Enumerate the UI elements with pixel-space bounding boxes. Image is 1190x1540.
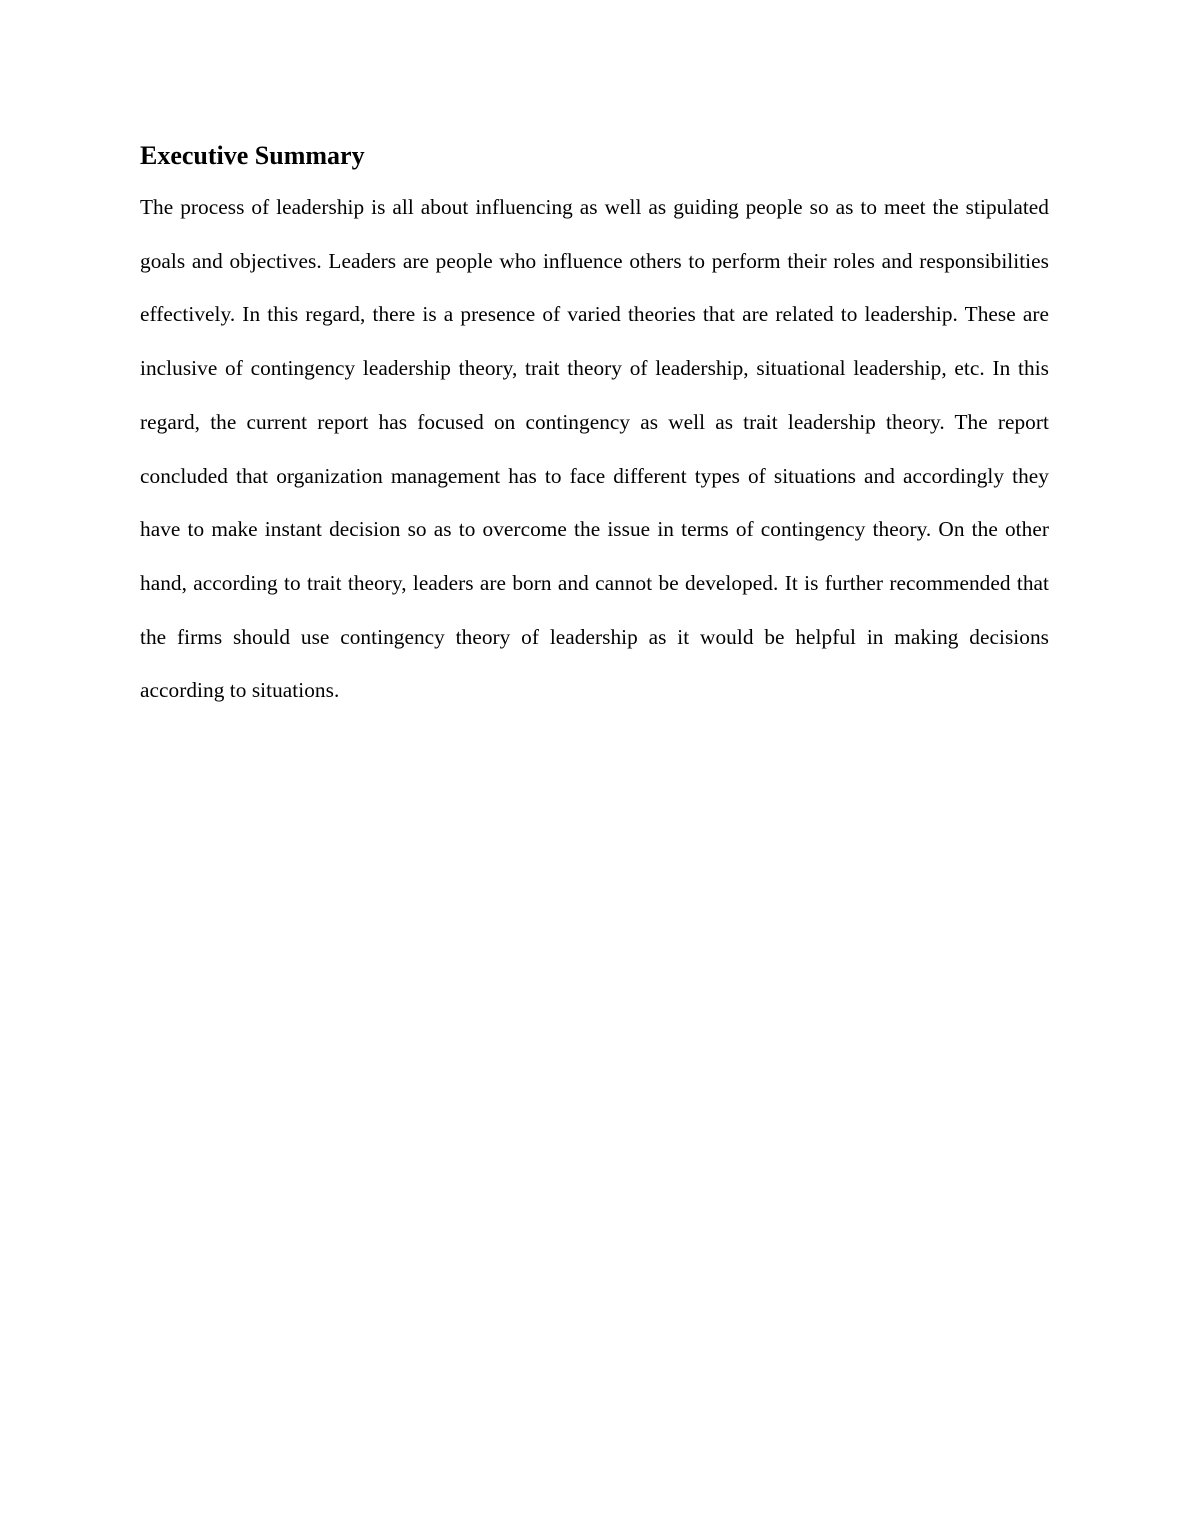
page-content	[140, 138, 1049, 718]
summary-paragraph: The process of leadership is all about influencing as well as guiding people so as to meet the stipulated goals and objectives. Leaders are people who influence others to perform their roles and responsibilities effectively. In this regard, there is a presence of varied theories that are related to leadership. These are inclusive of contingency leadership theory, trait theory of leadership, situational leadership, etc. In this regard, the current report has focused on contingency as well as trait leadership theory. The report concluded that organization management has to face different types of situations and accordingly they have to make instant decision so as to overcome the issue in terms of contingency theory. On the other hand, according to trait theory, leaders are born and cannot be developed. It is further recommended that the firms should use contingency theory of leadership as it would be helpful in making decisions according to situations.	[140, 195, 1049, 703]
section-heading: Executive Summary	[140, 141, 365, 170]
